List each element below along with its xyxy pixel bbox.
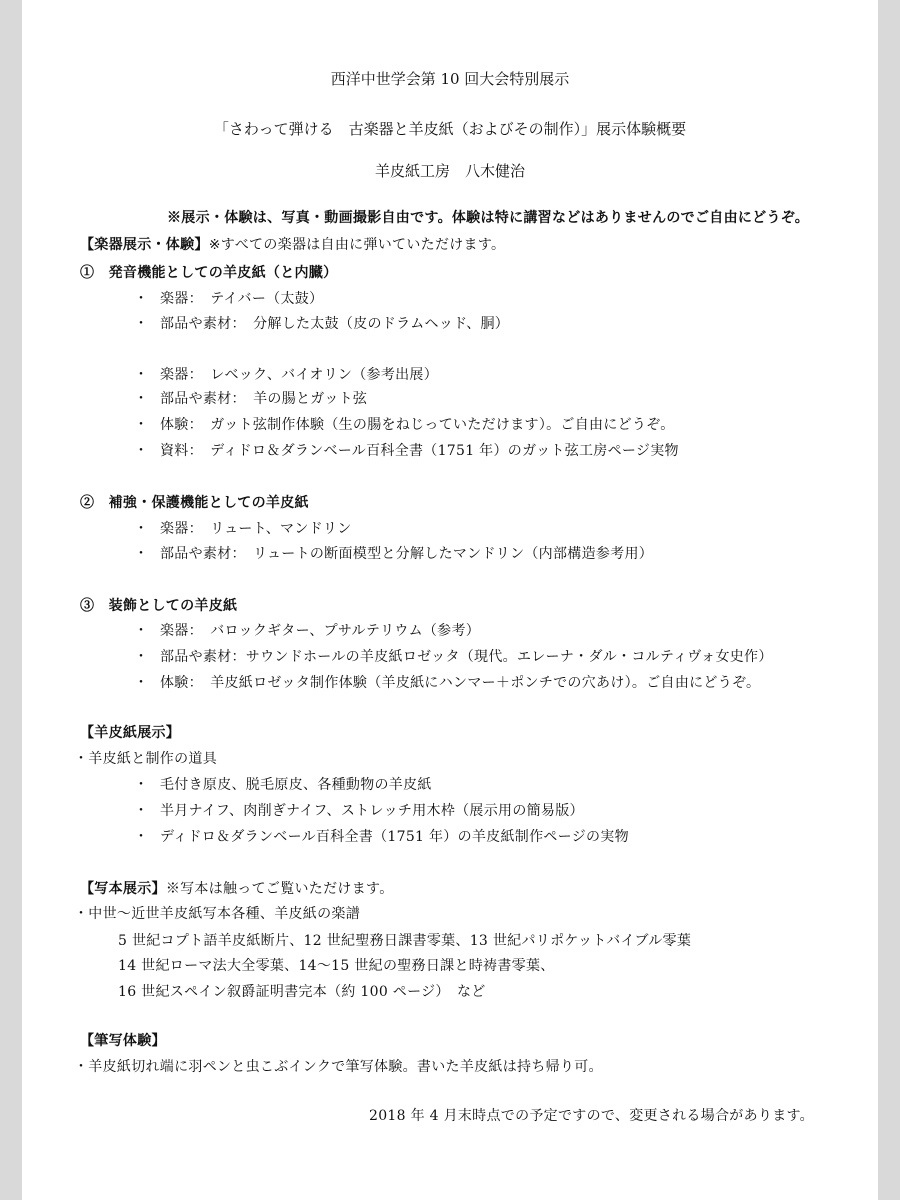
section-text: ・羊皮紙切れ端に羽ペンと虫こぶインクで筆写体験。書いた羊皮紙は持ち帰り可。: [74, 1059, 603, 1075]
section-intro: ・羊皮紙と制作の道具: [74, 751, 217, 767]
list-item: ・ 資料： ディドロ＆ダランベール百科全書（1751 年）のガット弦工房ページ実物: [134, 443, 679, 459]
section-heading: 【筆写体験】: [80, 1033, 166, 1049]
right-margin: [878, 0, 900, 1200]
footer-note: 2018 年 4 月末時点での予定ですので、変更される場合があります。: [369, 1108, 814, 1124]
group-title: ② 補強・保護機能としての羊皮紙: [80, 495, 309, 511]
section-intro: ・中世～近世羊皮紙写本各種、羊皮紙の楽譜: [74, 906, 360, 922]
manuscript-line: 16 世紀スペイン叙爵証明書完本（約 100 ページ） など: [118, 984, 486, 1000]
list-item: ・ 部品や素材： 分解した太鼓（皮のドラムヘッド、胴）: [134, 316, 510, 332]
group-title: ① 発音機能としての羊皮紙（と内臓）: [80, 265, 338, 281]
list-item: ・ 体験： ガット弦制作体験（生の腸をねじっていただけます）。ご自由にどうぞ。: [134, 417, 675, 433]
list-item: ・ 楽器： レベック、バイオリン（参考出展）: [134, 367, 439, 383]
list-item: ・ 部品や素材： 羊の腸とガット弦: [134, 391, 368, 407]
list-item: ・ 楽器： リュート、マンドリン: [134, 521, 352, 537]
list-item: ・ 楽器： テイバー（太鼓）: [134, 291, 324, 307]
document-author: 羊皮紙工房 八木健治: [374, 162, 525, 180]
group-title: ③ 装飾としての羊皮紙: [80, 598, 238, 614]
section-heading: 【羊皮紙展示】: [80, 725, 181, 741]
manuscript-line: 14 世紀ローマ法大全零葉、14～15 世紀の聖務日課と時祷書零葉、: [118, 958, 555, 974]
section-note: ※写本は触ってご覧いただけます。: [165, 881, 394, 897]
document-title: 西洋中世学会第 10 回大会特別展示: [330, 70, 570, 88]
list-item: ・ 楽器： バロックギター、プサルテリウム（参考）: [134, 623, 481, 639]
notice: ※展示・体験は、写真・動画撮影自由です。体験は特に講習などはありませんのでご自由にどうぞ。: [167, 210, 810, 226]
manuscript-line: 5 世紀コプト語羊皮紙断片、12 世紀聖務日課書零葉、13 世紀パリポケットバイブル零葉: [118, 933, 692, 949]
document-subtitle: 「さわって弾ける 古楽器と羊皮紙（およびその制作）」展示体験概要: [213, 120, 687, 138]
list-item: ・ 部品や素材：サウンドホールの羊皮紙ロゼッタ（現代。エレーナ・ダル・コルティヴォ女史作）: [134, 649, 773, 665]
section-manuscripts: [80, 878, 394, 898]
list-item: ・ 部品や素材： リュートの断面模型と分解したマンドリン（内部構造参考用）: [134, 546, 654, 562]
section-heading: 【写本展示】: [80, 881, 166, 897]
section-instruments: [80, 234, 505, 254]
document-page: [22, 0, 878, 1200]
left-margin: [0, 0, 22, 1200]
section-note: ※すべての楽器は自由に弾いていただけます。: [208, 237, 506, 253]
list-item: ・ 毛付き原皮、脱毛原皮、各種動物の羊皮紙: [134, 777, 432, 793]
list-item: ・ 体験： 羊皮紙ロゼッタ制作体験（羊皮紙にハンマー＋ポンチでの穴あけ）。ご自由にどうぞ。: [134, 675, 761, 691]
section-heading: 【楽器展示・体験】: [80, 237, 209, 253]
list-item: ・ ディドロ＆ダランベール百科全書（1751 年）の羊皮紙制作ページの実物: [134, 829, 629, 845]
list-item: ・ 半月ナイフ、肉削ぎナイフ、ストレッチ用木枠（展示用の簡易版）: [134, 803, 584, 819]
